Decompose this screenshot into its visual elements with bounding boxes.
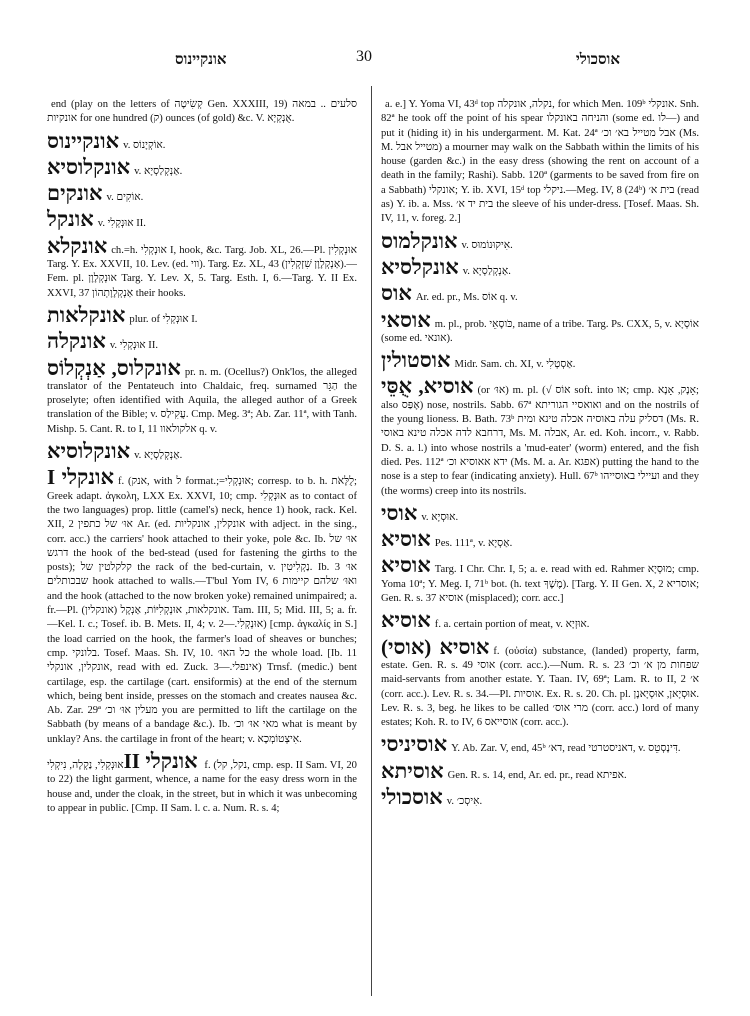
entry-headword: אוסאי bbox=[381, 307, 431, 332]
entry-headword: אונקלא bbox=[47, 233, 108, 258]
entry-headword: אוסיא (אוסי) bbox=[381, 634, 490, 659]
entry-text: a. e.] Y. Yoma VI, 43ᵈ top נקלה, אונקלה, for which Men. 109ᵇ אונקלי. Snh. 82ª he took off the point of his spear והניחה באונקלו (some ed. לו—) and put it (hiding it) in his undergarment. M. Kat. 24ª אבל מטייל בא׳ וכ׳ (Ms. M. מטייל אבל) a mourner may walk on the Sabbath within the limits of his house (garden &c.) in the easy dress (showing the rent on account of a death in the family; Rashi). Sabb. 120ª (garments to be saved from fire on a Sabbath) אונקלי; Y. ib. XVI, 15ᵈ top ניקלי.—Meg. IV, 8 (24ᵇ) בית א׳ (read as) Y. ib. a. Mss. בית יד א׳ the sleeve of his under-dress. [Tosef. Maas. Sh. IV, 11, v. foreg. 2.] bbox=[381, 99, 699, 225]
entry-text: v. אוֹקְיָנוֹס. bbox=[123, 139, 166, 151]
entry-text: v. אִיסְכ׳. bbox=[446, 795, 483, 807]
right-column bbox=[381, 88, 699, 998]
entry-headword: אוסטולין bbox=[381, 348, 451, 373]
dictionary-entry bbox=[47, 88, 357, 127]
page-number: 30 bbox=[356, 48, 372, 65]
entry-text: v. אוּנְקְלִי II. bbox=[109, 340, 159, 352]
dictionary-entry bbox=[47, 356, 357, 437]
dictionary-entry bbox=[47, 234, 357, 301]
entry-headword: אוסיניסי bbox=[381, 732, 448, 757]
dictionary-entry bbox=[381, 348, 699, 372]
entry-headword: אונקלמוס bbox=[381, 228, 458, 253]
dictionary-entry bbox=[381, 553, 699, 606]
entry-headword: אונקלוס, אַנְקְלוֹס bbox=[47, 355, 181, 380]
entry-headword: אונקים bbox=[47, 181, 103, 206]
entry-headword: אוסיתא bbox=[381, 758, 444, 783]
entry-text: v. אִיקוּנוֹמוּס. bbox=[461, 239, 513, 251]
entry-headword: אוס bbox=[381, 281, 412, 306]
entry-headword: אוסי bbox=[381, 500, 418, 525]
dictionary-entry bbox=[381, 527, 699, 551]
dictionary-entry bbox=[381, 759, 699, 783]
dictionary-entry bbox=[381, 255, 699, 279]
dictionary-entry bbox=[381, 501, 699, 525]
entry-text: Targ. I Chr. Chr. I, 5; a. e. read with ed. Rahmer מוּסְיָא; cmp. Yoma 10ª; Y. Meg. I, 71ᵇ bot. (h. text מֶשֶׁךְ). [Targ. Y. II Gen. X, 2 אוסריא; Gen. R. s. 37 אוסיא (misplaced); corr. acc.] bbox=[381, 564, 699, 605]
entry-headword: אונקלוסיא bbox=[47, 439, 131, 464]
entry-text: f. (οὐσία) substance, (landed) property, farm, estate. Gen. R. s. 49 אוסי (corr. acc.).—Num. R. s. 23 שפחות מן א׳ וכ׳ maid-servants from another estate. Y. Taan. IV, 69ª; Lam. R. to II, 2 א׳ (corr. acc.). Lev. R. s. 34.—Pl. אוסיות. Ex. R. s. 20. Ch. pl. אוּסְיָאן, אוּסְיָאנָן. Lev. R. s. 3, beg. he likes to be called מרי אוס׳ (corr. acc.) lord of many estates; Koh. R. to IV, 6 אוסייאס (corr. acc.). bbox=[381, 645, 699, 729]
entry-headword: אוסיא bbox=[381, 608, 431, 633]
entry-headword: אונקלוסיא bbox=[47, 154, 131, 179]
column-divider bbox=[371, 86, 372, 996]
entry-text: Gen. R. s. 14, end, Ar. ed. pr., read אפיתא. bbox=[447, 769, 627, 781]
dictionary-entry bbox=[47, 303, 357, 327]
dictionary-entry bbox=[381, 732, 699, 756]
dictionary-entry bbox=[47, 129, 357, 153]
entry-text: plur. of אוּנְקְלִי I. bbox=[129, 313, 198, 325]
entry-headword: אונקלאות bbox=[47, 302, 126, 327]
dictionary-entry bbox=[381, 374, 699, 498]
entry-text: (or אוּ׳) m. pl. (√ אוֹס soft. into או; cmp. אָנָק, אָנָא; also אָפַּס) nose, nostrils. Sabb. 67ª ואואסיי הגוריתא and on the nostrils of the young lioness. B. Bath. 73ᵇ דסליק עלה באוסיה אכלה טינא ומית (Ms. R. דרחבא לדה אכלה טינא באוסי, Ms. M. אבלה, Ar. ed. Koh. incorr., v. Rabb. D. S. a. l.) into whose nostrils a 'mud-eater' (worm) entered, and the fish died. Pes. 112ª ידא אאוסיא וכ׳ (Ms. M. a. Ar. אפגא) putting the hand to the nose is a step to fear (indicating anxiety). Hull. 67ᵇ ועיילי באוסייהו and they (the worms) creep into its nostrils. bbox=[381, 385, 699, 497]
entry-text: f. a. certain portion of meat, v. אוּזְיָא. bbox=[434, 619, 590, 631]
entry-headword: אוסיא bbox=[381, 527, 431, 552]
dictionary-entry bbox=[47, 181, 357, 205]
entry-headword: אוסיא, אֻסֵּי bbox=[381, 374, 474, 399]
entry-text: v. אוּנְקְלִי II. bbox=[97, 218, 146, 230]
dictionary-entry bbox=[381, 281, 699, 305]
page-header bbox=[60, 48, 690, 74]
dictionary-entry bbox=[47, 439, 357, 463]
dictionary-entry bbox=[47, 329, 357, 353]
entry-headword: אונקלי I bbox=[47, 465, 114, 490]
entry-text: pr. n. m. (Ocellus?) Onk'los, the alleged translator of the Pentateuch into Chaldaic, freq. surnamed הַגֵּר the proselyte; often identified with Aquila, the alleged author of a Greek translation of the Bible; v. עֲקִילַס. Cmp. Meg. 3ª; Ab. Zar. 11ª, with Tanh. Mishp. 5. Cant. R. to I, 11 אלקולאוו q. v. bbox=[47, 366, 357, 435]
entry-text: m. pl., prob. כֹּוסָאֵי, name of a tribe. Targ. Ps. CXX, 5, v. אוֹסְיָא (some ed. אונאי). bbox=[381, 318, 699, 344]
entry-text: Ar. ed. pr., Ms. אוֹס q. v. bbox=[415, 292, 518, 304]
entry-text: אוּנְקְלִי, נַקְלָה, נִיקְלִי f. (נקל, קל, cmp. esp. II Sam. VI, 20 to 22) the light garment, whence, a name for the easy dress worn in the house and, under the cloak, in the street, but in which it was unbecoming to appear in public. [Cmp. II Sam. l. c. a. Num. R. s. 4; bbox=[47, 759, 357, 814]
entry-text: Pes. 111ª, v. אַסְיָא. bbox=[434, 538, 513, 550]
entry-headword: אונקל bbox=[47, 207, 94, 232]
entry-text: end (play on the letters of קְשִׂיטָה Gen. XXXIII, 19) סלעים .. במאה אונקיות for one hundred (ק) ounces (of gold) &c. V. אֻנְקְיָא. bbox=[47, 99, 357, 125]
entry-headword: אונקלה bbox=[47, 329, 106, 354]
dictionary-entry bbox=[47, 155, 357, 179]
entry-text: v. אוֹקִים. bbox=[106, 192, 144, 204]
entry-headword: אוסיא bbox=[381, 553, 431, 578]
entry-text: v. אוּסְיָא. bbox=[421, 511, 459, 523]
dictionary-entry bbox=[381, 308, 699, 347]
dictionary-entry bbox=[47, 207, 357, 231]
entry-headword: אונקלסיא bbox=[381, 254, 459, 279]
header-right-guideword: אוסכולי bbox=[575, 52, 620, 68]
entry-text: Midr. Sam. ch. XI, v. אַסְטְלִי. bbox=[454, 359, 576, 371]
entry-text: v. אַנְקְלַסְיָא. bbox=[134, 450, 183, 462]
dictionary-entry bbox=[47, 465, 357, 747]
dictionary-entry bbox=[381, 229, 699, 253]
entry-text: f. (אנק, with ל format.;=אוּנְקְלִי; corresp. to b. h. לֻלָּאֹת; Greek adapt. ἀγκολη, LXX Ex. XXVI, 10; cmp. אוּנְקְלִי as to contact of the two languages) prop. little (camel's) neck, hence 1) hook, rack. Kel. XII, 2 אוּ׳ של כתפין Ar. (ed. אונקלין, אונקליות with adject. in the sing., corr. acc.) the carriers' hook attached to their yoke, pole &c. Ib. אוּ׳ של דרגש the hook of the bed-stead (used for fastening the girths to the posts); קלקלטין של the rack of the bed-curtain, v. נַקְלִיטִין. Ib. 3 אוּ׳ שבכותלים hook attached to walls.—T'bul Yom IV, 6 ואוּ׳ שלהם קיימות and the hook (attached to the now broken yoke) remained unimpaired; a. fr.—Pl. אונקלאות, אוּנְקְלִיּוֹת, אַנְקָל (אונקלין). Tam. III, 5; Mid. III, 5; a. fr.—Kel. I. c.; Tosef. ib. B. Mets. II, 4; v. אוּנְקְלִי.—2) [cmp. ἀγκαλίς in S.] the load carried on the hook, the farmer's load of sheaves or bunches; cmp. בלונקי. Tosef. Maas. Sh. IV, 10. כל האוּ׳ the whole load. [Ib. 11 אונקלין, אונקלי, read with ed. Zuck. אינפלי.—3) Trnsf. (medic.) bent cartilage, esp. the cartilage (cart. ensiformis) at the end of the sternum which, being bent inside, presses on the stomach and creates nausea &c. Ab. Zar. 29ª מעלין אוּ׳ וכ׳ you are permitted to lift the cartilage on the Sabbath (by means of a bandage &c.). Ib. מאי אוּ׳ וכ׳ what is meant by unklay? Ans. the cartilage in front of the heart; v. אִיצְטוֹמְכָא. bbox=[47, 476, 357, 745]
entry-text: v. אַנְקְלַסְיָא. bbox=[134, 165, 183, 177]
entry-text: ch.=h. אוּנְקְלִי I, hook, &c. Targ. Job. XL, 26.—Pl. אוּנְקְלִין Targ. Y. Ex. XXVII, 10. Lev. (ed. ווי). Targ. Ez. XL, 43 (אַנְקְלָוָן שִׁזְקְלִין).—Fem. pl. אוּנְקְלָוָן Targ. Y. Lev. X, 5. Targ. Esth. I, 6.—Targ. Y. II Ex. XXVI, 37 אַנְקְלָוָתְהוֹן their hooks. bbox=[47, 244, 357, 299]
entry-headword: אונקלי II bbox=[123, 748, 198, 773]
entry-text: v. אַנְקְלַסְיָא. bbox=[462, 265, 511, 277]
header-left-guideword: אונקיינוס bbox=[175, 52, 227, 68]
left-column bbox=[47, 88, 357, 998]
dictionary-entry bbox=[381, 785, 699, 809]
dictionary-entry bbox=[381, 608, 699, 632]
entry-text: Y. Ab. Zar. V, end, 45ᵇ דא׳, read דאניסטרטי, v. דִּינָסְטֵס. bbox=[451, 743, 681, 755]
dictionary-entry bbox=[47, 749, 357, 816]
dictionary-entry bbox=[381, 88, 699, 227]
dictionary-entry bbox=[381, 635, 699, 731]
entry-headword: אוסכולי bbox=[381, 784, 443, 809]
entry-headword: אונקיינוס bbox=[47, 128, 120, 153]
